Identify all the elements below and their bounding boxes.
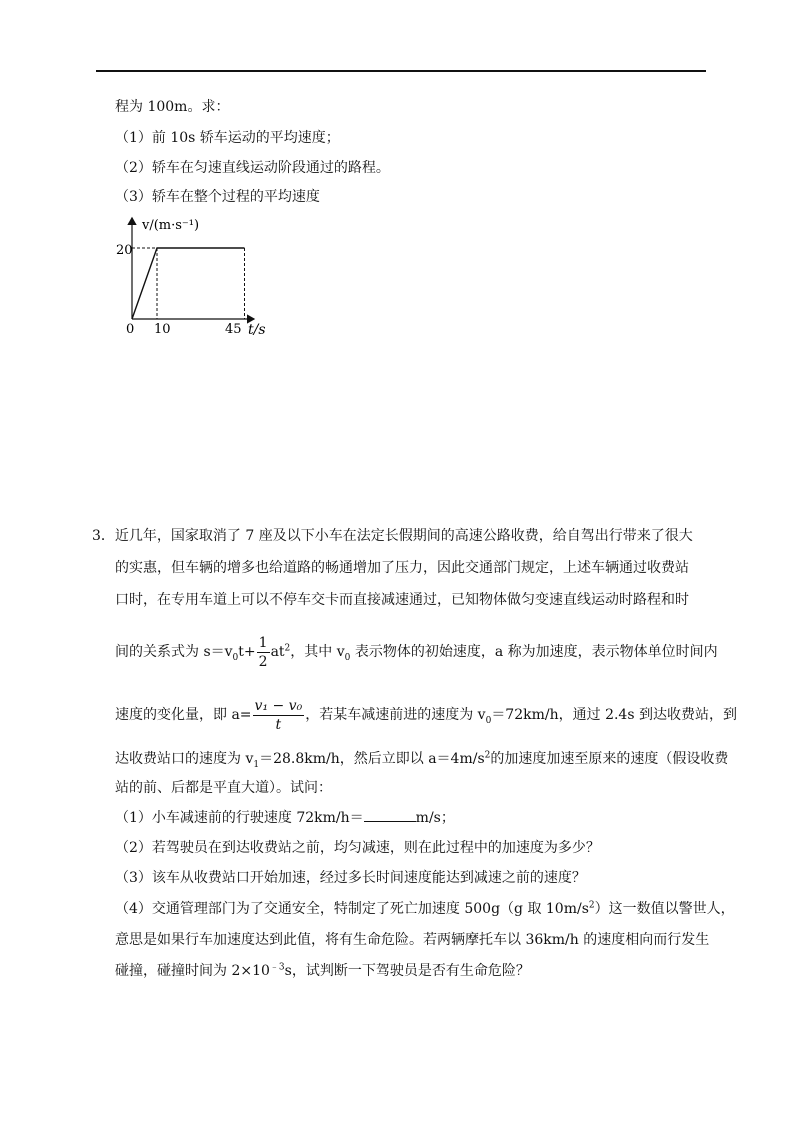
- q3-part-4-cont-2: 碰撞，碰撞时间为 $2\times 10^{﹣3}s$，试判断一下驾驶员是否有生命危险？: [115, 962, 530, 979]
- q2-continuation: 程为 100m。求：: [115, 99, 230, 115]
- q3-line-4-formula: 间的关系式为 $s=v_0t+$ $\frac{1}{2}$ $at^2$，其中 $v_0$ 表示物体的初始速度，a 称为加速度，表示物体单位时间内: [115, 634, 718, 670]
- q3-part-3: （3）该车从收费站口开始加速，经过多长时间速度能达到减速之前的速度？: [115, 870, 586, 886]
- fraction-acceleration: $\frac{\text{v₁ − v₀}}{t}$: [254, 697, 303, 733]
- q3-number: 3．: [92, 528, 115, 544]
- q3-part-2: （2）若驾驶员在到达收费站之前，均匀减速，则在此过程中的加速度为多少？: [115, 840, 600, 856]
- q3-line-6: 达收费站口的速度为 $v_1=28.8km/h$，然后立即以 $a=4m/s^2$的加速度加速至原来的速度（假设收费: [115, 750, 729, 770]
- q3-line-3: 口时，在专用车道上可以不停车交卡而直接减速通过，已知物体做匀变速直线运动时路程和时: [115, 592, 689, 608]
- y-axis-label: v/(m·s⁻¹): [142, 218, 200, 233]
- velocity-time-graph: [112, 212, 282, 342]
- answer-blank[interactable]: [364, 807, 416, 822]
- header-rule: [96, 70, 706, 72]
- q2-part-2: （2）轿车在匀速直线运动阶段通过的路程。: [115, 160, 390, 176]
- q3-line-5-acceleration-formula: 速度的变化量，即 a= $\frac{\text{v₁ − v₀}}{t}$ ，若某车减速前进的速度为 $v_0=72km/h$，通过 2.4s 到达收费站，到: [115, 697, 737, 733]
- q2-part-3: （3）轿车在整个过程的平均速度: [115, 189, 320, 205]
- q3-line-1: 3．近几年，国家取消了 7 座及以下小车在法定长假期间的高速公路收费，给自驾出行带来了很大: [92, 528, 693, 544]
- q3-part-1: （1）小车减速前的行驶速度 72km/h＝ m/s；: [115, 807, 455, 828]
- q3-line-2: 的实惠，但车辆的增多也给道路的畅通增加了压力，因此交通部门规定，上述车辆通过收费站: [115, 560, 689, 576]
- q3-part-4: （4）交通管理部门为了交通安全，特制定了死亡加速度 500g（g 取 $10m/s^2$）这一数值以警世人，: [115, 900, 735, 917]
- x-axis-label: t/s: [248, 322, 266, 338]
- velocity-line: [132, 248, 245, 319]
- origin-label: 0: [126, 322, 135, 337]
- x-tick-label-2: 45: [225, 322, 242, 337]
- x-tick-label-1: 10: [154, 322, 171, 337]
- q2-part-1: （1）前 10s 轿车运动的平均速度；: [115, 130, 340, 146]
- q3-line-7: 站的前、后都是平直大道）。试问：: [115, 780, 332, 796]
- q3-part-4-cont-1: 意思是如果行车加速度达到此值，将有生命危险。若两辆摩托车以 36km/h 的速度相向而行发生: [115, 932, 710, 948]
- y-tick-label: 20: [116, 243, 133, 258]
- fraction-one-half: $\frac{1}{2}$: [258, 634, 268, 670]
